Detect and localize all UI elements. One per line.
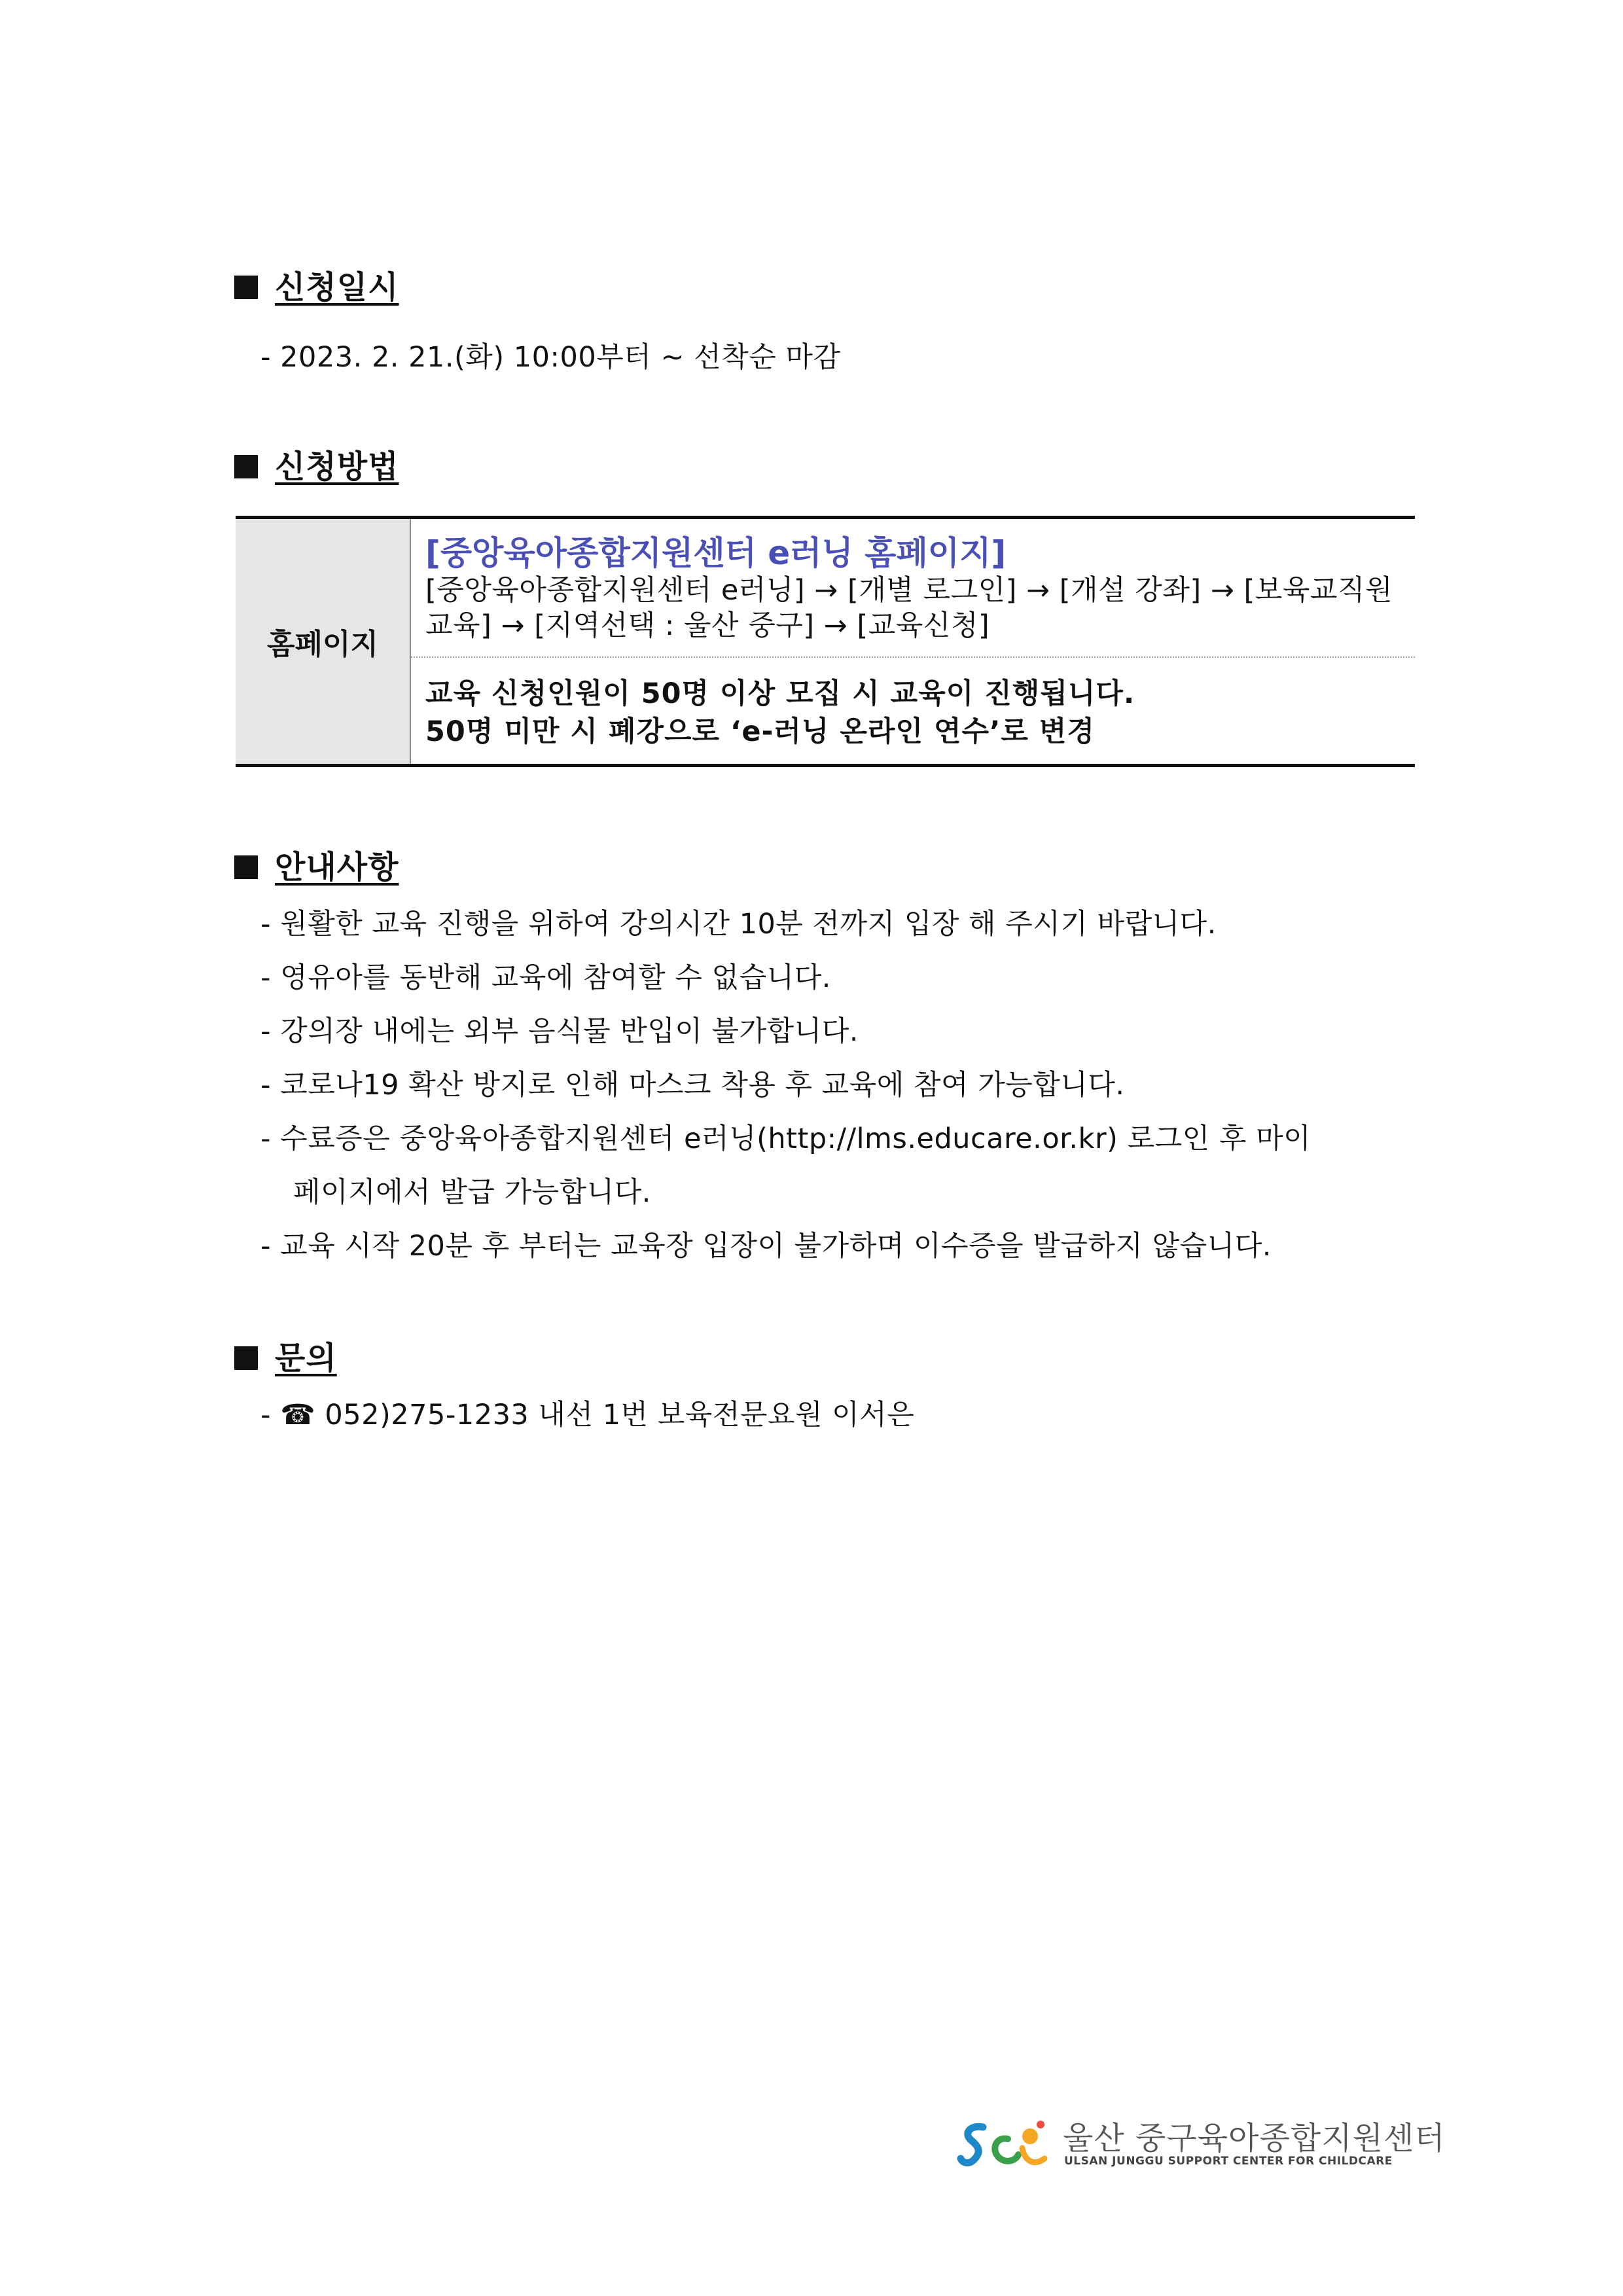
section-title: 신청방법 [275,448,399,485]
notice-cell [410,657,1415,766]
guide-item: - 교육 시작 20분 후 부터는 교육장 입장이 불가하며 이수증을 발급하지 않습니다. [260,1230,1272,1263]
guide-item: - 강의장 내에는 외부 음식물 반입이 불가합니다. [260,1015,859,1048]
section-title: 신청일시 [275,269,399,306]
section-heading-apply-method [234,441,399,486]
notice-line-1: 교육 신청인원이 50명 이상 모집 시 교육이 진행됩니다. [425,677,1135,710]
section-heading-apply-date [234,262,399,307]
square-bullet-icon [234,276,258,299]
apply-date-line: - 2023. 2. 21.(화) 10:00부터 ~ 선착순 마감 [260,341,841,374]
phone-icon: ☎ [280,1399,316,1431]
square-bullet-icon [234,855,258,879]
guide-item: - 수료증은 중앙육아종합지원센터 e러닝(http://lms.educare.or.kr) 로그인 후 마이 [260,1122,1311,1155]
logo-name-en: ULSAN JUNGGU SUPPORT CENTER FOR CHILDCARE [1064,2155,1393,2168]
guide-item: - 영유아를 동반해 교육에 참여할 수 없습니다. [260,961,831,994]
section-title: 안내사항 [275,849,399,886]
square-bullet-icon [234,1346,258,1370]
inquiry-line [260,1393,914,1433]
homepage-link-title[interactable]: [중앙육아종합지원센터 e러닝 홈페이지] [425,534,1007,572]
notice-line-2: 50명 미만 시 폐강으로 ‘e-러닝 온라인 연수’로 변경 [425,715,1095,748]
inquiry-dash: - [260,1399,281,1431]
square-bullet-icon [234,455,258,478]
guide-item: - 코로나19 확산 방지로 인해 마스크 착용 후 교육에 참여 가능합니다. [260,1069,1125,1102]
section-title: 문의 [275,1340,337,1376]
guide-item: - 원활한 교육 진행을 위하여 강의시간 10분 전까지 입장 해 주시기 바랍니다. [260,908,1217,941]
inquiry-contact: 052)275-1233 내선 1번 보육전문요원 이서은 [315,1399,915,1431]
section-heading-guide [234,842,399,887]
homepage-navigation-path: [중앙육아종합지원센터 e러닝] → [개별 로그인] → [개설 강좌] → [보육교직원교육] → [지역선택 : 울산 중구] → [교육신청] [425,574,1393,642]
logo-name-ko: 울산 중구육아종합지원센터 [1063,2120,1446,2157]
guide-item-continuation: 페이지에서 발급 가능합니다. [293,1176,651,1209]
table-label-homepage: 홈페이지 [236,518,410,766]
center-logo [957,2113,1446,2178]
apply-method-table [236,516,1415,767]
section-heading-inquiry [234,1333,337,1378]
logo-mark-icon [957,2113,1055,2178]
homepage-path-cell [410,518,1415,658]
